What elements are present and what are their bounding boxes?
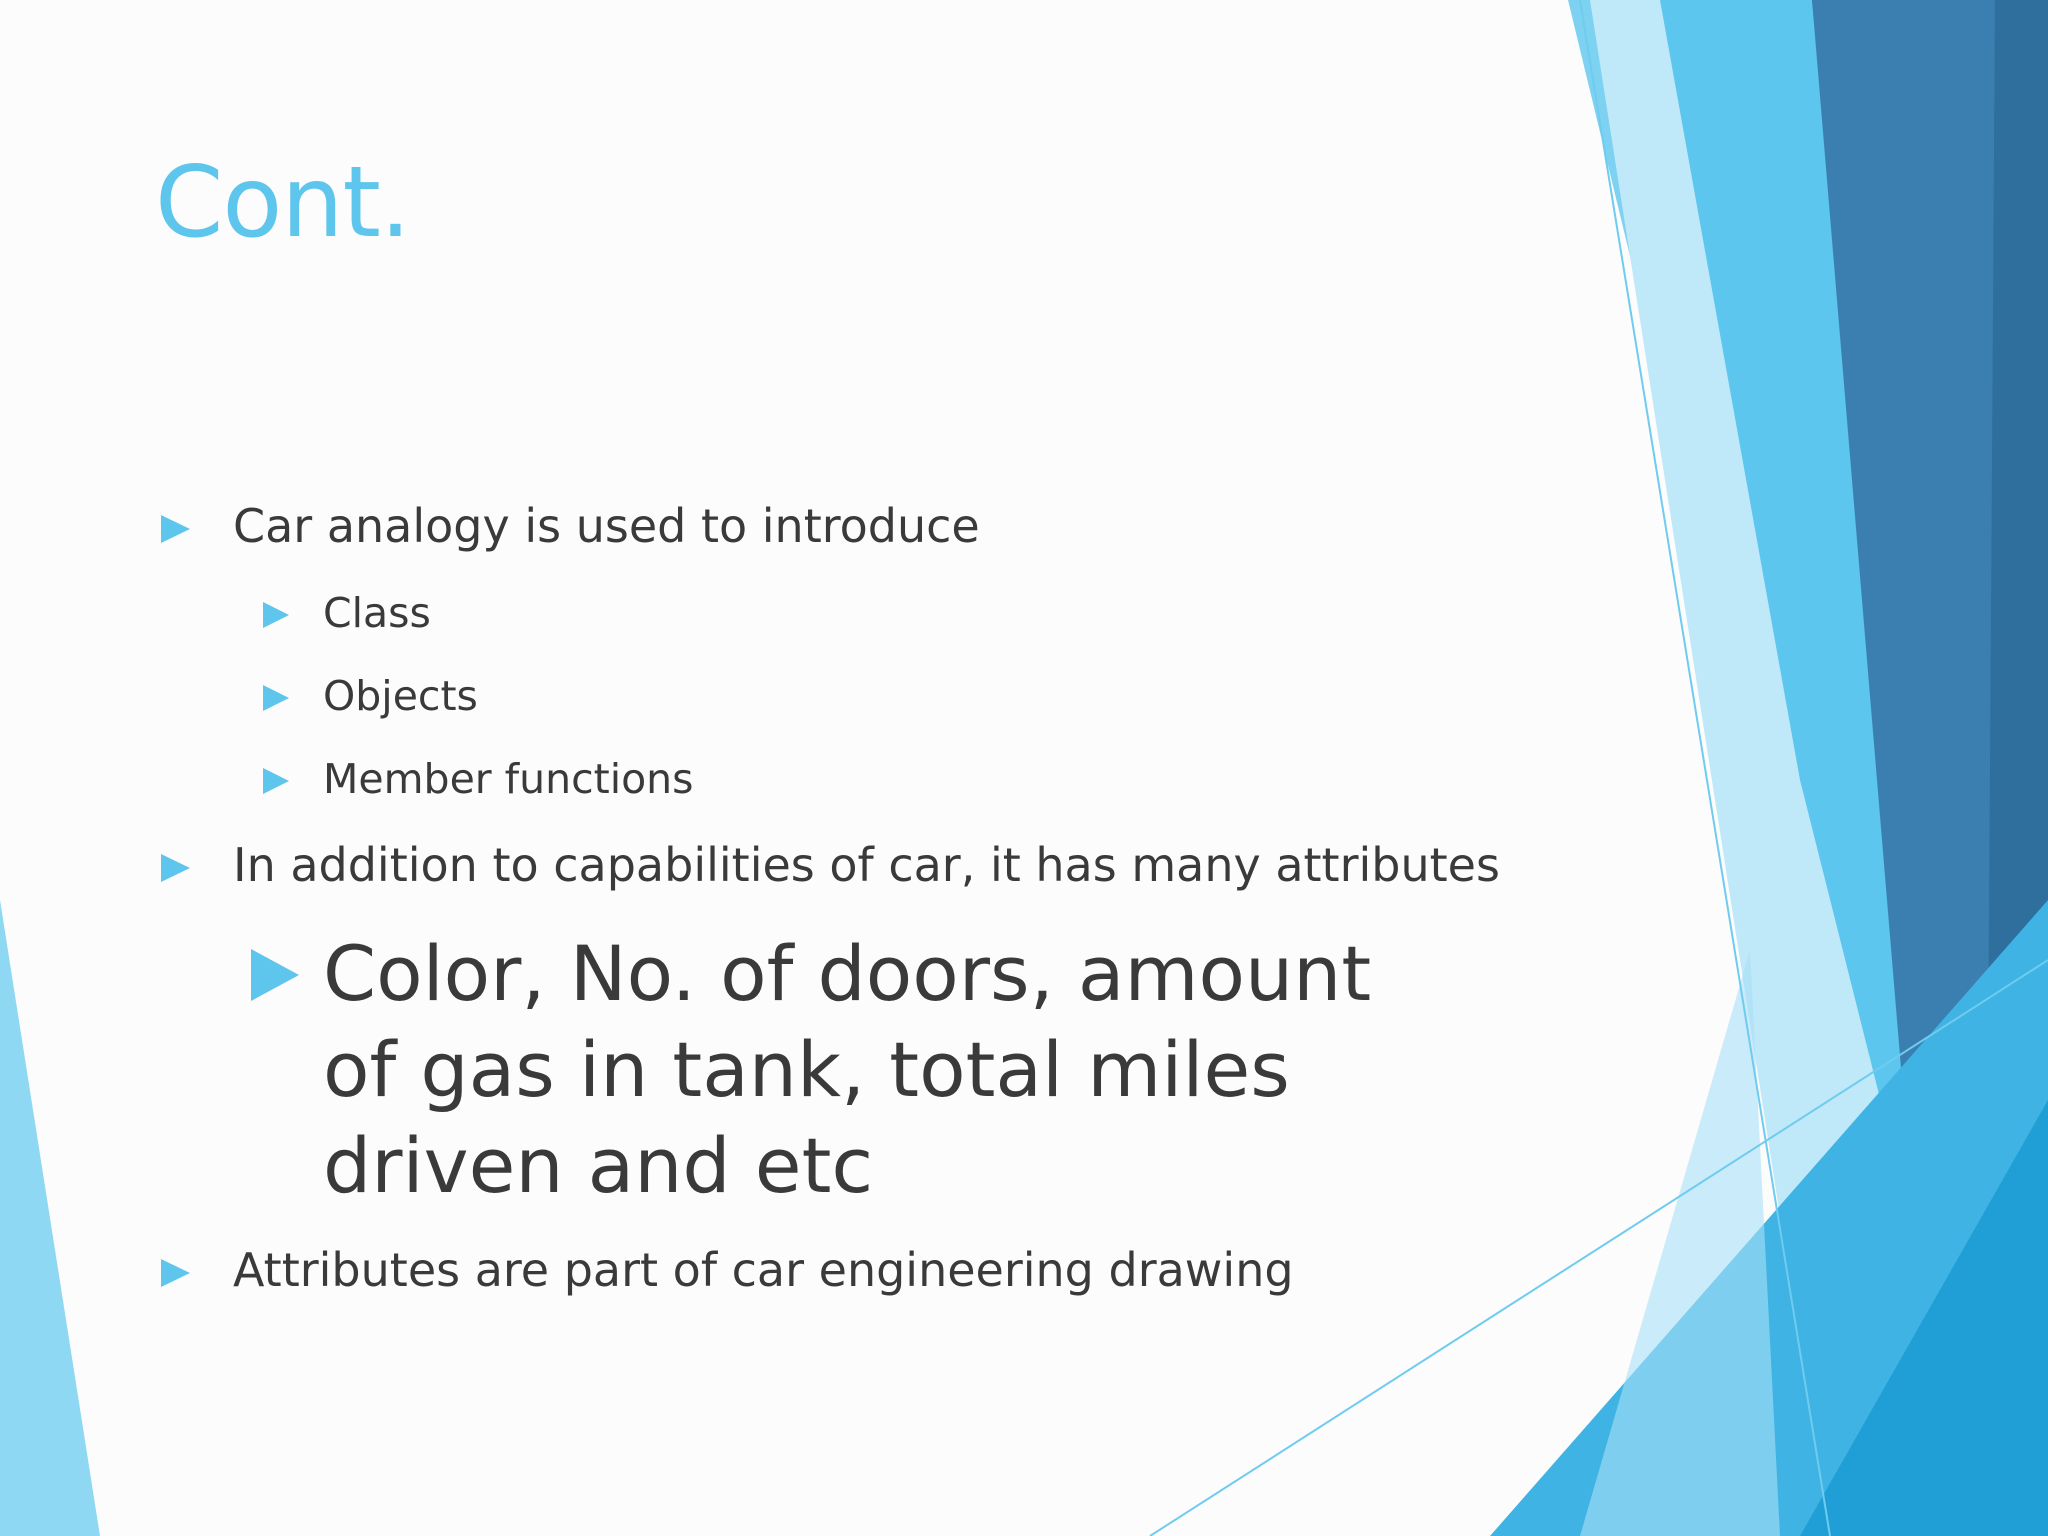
bullet-arrow-icon — [263, 602, 289, 628]
slide-title: Cont. — [155, 146, 411, 260]
bullet-text: Attributes are part of car engineering drawing — [233, 1243, 1294, 1297]
bullet-arrow-icon — [263, 685, 289, 711]
bullet-text: Color, No. of doors, amount of gas in tank, total miles driven and etc — [323, 929, 1372, 1210]
bullet-arrow-icon — [161, 854, 190, 882]
bullet-arrow-icon — [263, 768, 289, 794]
bullet-arrow-icon — [161, 1259, 190, 1287]
bullet-text: Objects — [323, 672, 478, 720]
bullet-arrow-icon — [251, 949, 299, 1001]
bullet-text: Class — [323, 589, 431, 637]
bullet-text: In addition to capabilities of car, it has many attributes — [233, 838, 1500, 892]
bullet-text: Member functions — [323, 755, 694, 803]
bullet-arrow-icon — [161, 515, 190, 543]
bullet-text: Car analogy is used to introduce — [233, 499, 980, 553]
